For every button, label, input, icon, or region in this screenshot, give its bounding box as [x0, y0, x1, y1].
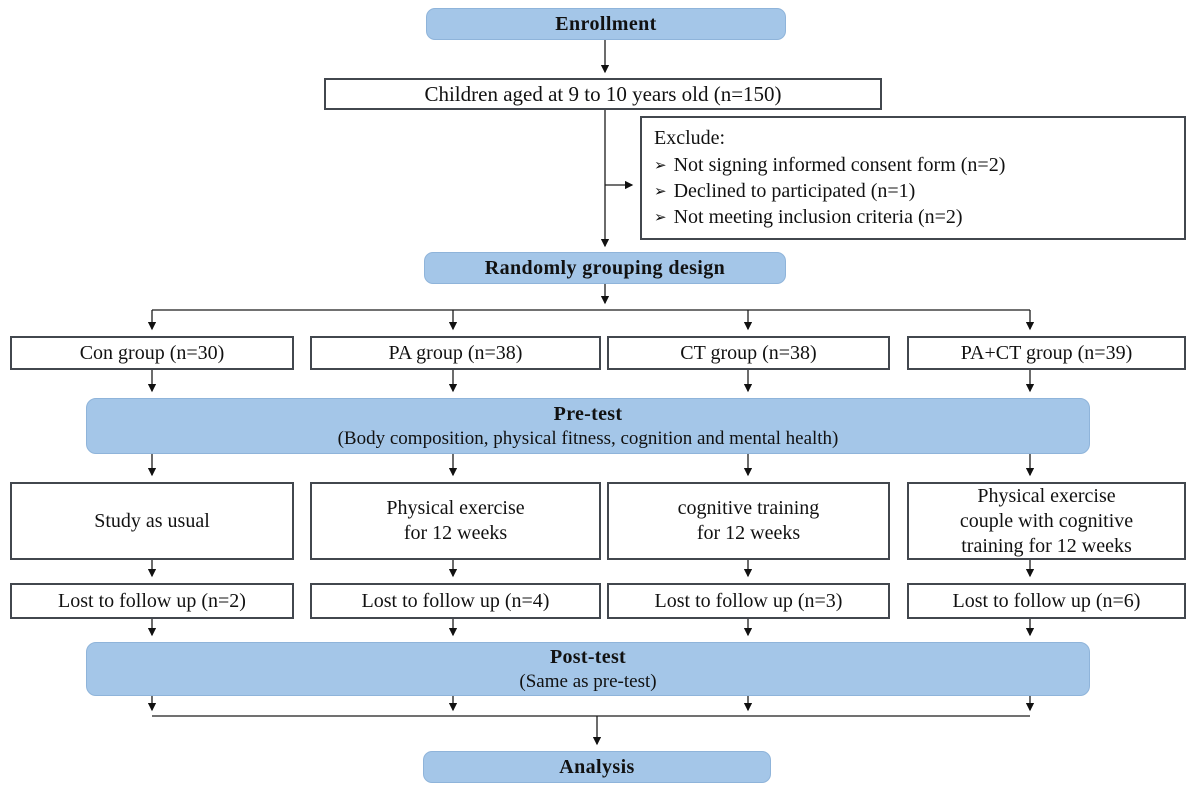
- arrows-lost-to-posttest: [152, 619, 1030, 635]
- randomization-label: Randomly grouping design: [484, 256, 726, 279]
- group-box-con: [10, 336, 294, 370]
- group-label: PA group (n=38): [388, 341, 523, 364]
- posttest-title: Post-test: [549, 645, 626, 668]
- enrollment-box: [426, 8, 786, 40]
- intervention-text: couple with cognitive: [959, 509, 1134, 532]
- intervention-text: training for 12 weeks: [961, 534, 1132, 557]
- intervention-text: cognitive training: [677, 497, 820, 519]
- group-label: PA+CT group (n=39): [960, 341, 1133, 364]
- arrows-groups-to-pretest: [152, 370, 1030, 391]
- group-box-ct: [607, 336, 890, 370]
- exclude-box: [640, 116, 1186, 240]
- intervention-box-control: [10, 482, 294, 560]
- pretest-box: [86, 398, 1090, 454]
- intervention-text: Study as usual: [94, 509, 210, 532]
- group-box-pa-ct: [907, 336, 1186, 370]
- randomization-box: [424, 252, 786, 284]
- exclude-item-text: Not signing informed consent form (n=2): [673, 153, 1006, 176]
- exclude-item: [654, 152, 1005, 178]
- group-box-pa: [310, 336, 601, 370]
- posttest-box: [86, 642, 1090, 696]
- lost-label: Lost to follow up (n=3): [654, 589, 843, 612]
- intervention-text: for 12 weeks: [403, 522, 508, 544]
- posttest-merge-lines: [152, 696, 1030, 744]
- population-label: Children aged at 9 to 10 years old (n=150): [424, 81, 782, 106]
- triangle-bullet-icon: ➢: [654, 208, 667, 227]
- lost-label: Lost to follow up (n=4): [361, 589, 550, 612]
- intervention-text: for 12 weeks: [696, 522, 801, 544]
- lost-label: Lost to follow up (n=2): [58, 589, 246, 612]
- randomization-branch-lines: [152, 284, 1030, 329]
- pretest-subtitle: (Body composition, physical fitness, cognition and mental health): [337, 427, 839, 449]
- intervention-box-pa: [310, 482, 601, 560]
- group-label: CT group (n=38): [680, 341, 817, 364]
- exclude-item: [654, 178, 915, 204]
- analysis-label: Analysis: [559, 755, 635, 778]
- lost-box-ct: [607, 583, 890, 619]
- intervention-text: Physical exercise: [977, 484, 1116, 507]
- exclude-item: [654, 204, 963, 230]
- pretest-title: Pre-test: [553, 402, 623, 425]
- intervention-box-ct: [607, 482, 890, 560]
- lost-box-con: [10, 583, 294, 619]
- lost-box-pa: [310, 583, 601, 619]
- population-box: [324, 78, 882, 110]
- arrows-pretest-to-interventions: [152, 454, 1030, 475]
- triangle-bullet-icon: ➢: [654, 182, 667, 200]
- arrow-population-to-randomization: [605, 110, 632, 246]
- enrollment-label: Enrollment: [555, 12, 657, 35]
- lost-label: Lost to follow up (n=6): [952, 589, 1141, 612]
- posttest-subtitle: (Same as pre-test): [519, 670, 657, 692]
- intervention-box-pa-ct: [907, 482, 1186, 560]
- arrows-interventions-to-lost: [152, 560, 1030, 576]
- exclude-item-text: Not meeting inclusion criteria (n=2): [673, 206, 963, 229]
- exclude-title: Exclude:: [654, 127, 726, 150]
- exclude-item-text: Declined to participated (n=1): [673, 180, 916, 202]
- triangle-bullet-icon: ➢: [654, 155, 667, 174]
- group-label: Con group (n=30): [79, 341, 225, 364]
- lost-box-pa-ct: [907, 583, 1186, 619]
- analysis-box: [423, 751, 771, 783]
- intervention-text: Physical exercise: [386, 497, 525, 519]
